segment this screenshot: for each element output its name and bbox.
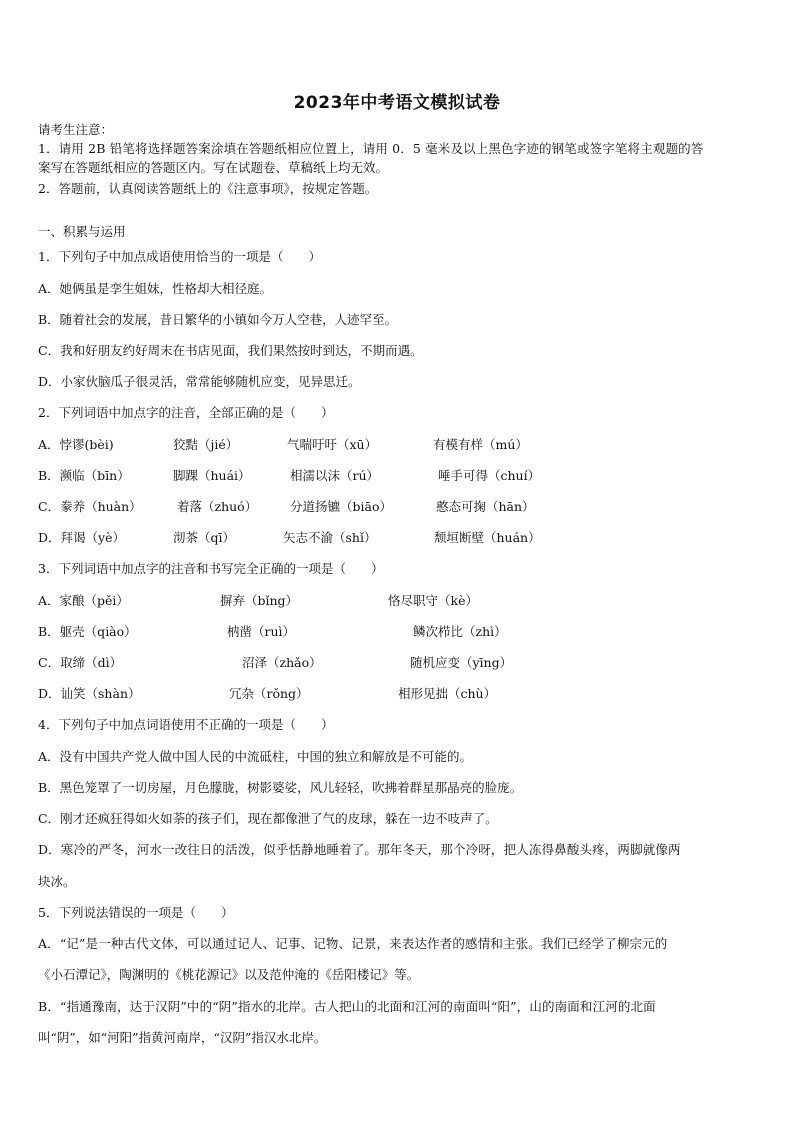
q3-option-c-2: 沼泽（zhǎo） xyxy=(242,655,322,670)
q2-option-b-1: B．濒临（bīn） xyxy=(38,468,130,483)
q4-stem: 4．下列句子中加点词语使用不正确的一项是（ ） xyxy=(38,717,334,732)
q3-stem: 3．下列词语中加点字的注音和书写完全正确的一项是（ ） xyxy=(38,561,384,576)
q3-option-b-1: B．躯壳（qiào） xyxy=(38,624,137,639)
q1-stem: 1．下列句子中加点成语使用恰当的一项是（ ） xyxy=(38,249,321,264)
q1-option-a: A．她俩虽是孪生姐妹，性格却大相径庭。 xyxy=(38,281,273,296)
q3-option-row xyxy=(38,686,758,702)
q2-option-row xyxy=(38,468,758,484)
q3-option-c-1: C．取缔（dì） xyxy=(38,655,123,670)
q4-option-d-cont: 块冰。 xyxy=(38,874,76,889)
notice-item-1: 1．请用 2B 铅笔将选择题答案涂填在答题纸相应位置上，请用 0．5 毫米及以上黑色字迹的钢笔或签字笔将主观题的答 xyxy=(38,141,704,156)
q4-option-a: A．没有中国共产党人做中国人民的中流砥柱，中国的独立和解放是不可能的。 xyxy=(38,749,473,764)
notice-item-2: 2．答题前，认真阅读答题纸上的《注意事项》，按规定答题。 xyxy=(38,181,378,196)
q3-option-row xyxy=(38,593,758,609)
q3-option-d-1: D．讪笑（shàn） xyxy=(38,686,141,701)
q2-option-a-1: A．悖谬(bèi) xyxy=(38,437,114,452)
q2-option-c-2: 着落（zhuó） xyxy=(177,499,258,514)
q4-option-b: B．黑色笼罩了一切房屋，月色朦胧，树影婆娑，风儿轻轻，吹拂着群星那晶亮的脸庞。 xyxy=(38,780,523,795)
q2-option-row xyxy=(38,437,758,453)
q3-option-a-1: A．家酿（pěi） xyxy=(38,593,129,608)
q3-option-row xyxy=(38,655,758,671)
q3-option-c-3: 随机应变（yīng） xyxy=(410,655,513,670)
q5-option-b: B．“指通豫南，达于汉阴”中的“阴”指水的北岸。古人把山的北面和江河的南面叫“阳”，山的南面和江河的北面 xyxy=(38,999,656,1014)
q3-option-a-2: 摒弃（bǐng） xyxy=(220,593,299,608)
q3-option-d-3: 相形见拙（chù） xyxy=(398,686,497,701)
q3-option-row xyxy=(38,624,758,640)
q1-option-c: C．我和好朋友约好周末在书店见面，我们果然按时到达，不期而遇。 xyxy=(38,343,423,358)
section-heading: 一、积累与运用 xyxy=(38,224,126,239)
q2-option-b-4: 唾手可得（chuí） xyxy=(438,468,541,483)
q2-option-c-4: 憨态可掬（hān） xyxy=(436,499,535,514)
q2-option-d-4: 颓垣断壁（huán） xyxy=(434,530,541,545)
q2-stem: 2．下列词语中加点字的注音，全部正确的是（ ） xyxy=(38,405,334,420)
q2-option-b-2: 脚踝（huái） xyxy=(173,468,251,483)
q3-option-a-3: 恪尽职守（kè） xyxy=(388,593,478,608)
q2-option-row xyxy=(38,499,758,515)
q3-option-b-2: 枘凿（ruì） xyxy=(227,624,296,639)
q3-option-b-3: 鳞次栉比（zhì） xyxy=(413,624,507,639)
q5-option-a: A．“记”是一种古代文体，可以通过记人、记事、记物、记景，来表达作者的感情和主张。我们已经学了柳宗元的 xyxy=(38,936,668,951)
q1-option-d: D．小家伙脑瓜子很灵活，常常能够随机应变，见异思迁。 xyxy=(38,374,361,389)
q1-option-b: B．随着社会的发展，昔日繁华的小镇如今万人空巷，人迹罕至。 xyxy=(38,312,398,327)
q4-option-d: D．寒冷的严冬，河水一改往日的活泼，似乎恬静地睡着了。那年冬天，那个冷呀，把人冻得鼻酸头疼，两脚就像两 xyxy=(38,842,681,857)
q5-option-b-cont: 叫“阴”，如“河阳”指黄河南岸，“汉阴”指汉水北岸。 xyxy=(38,1030,327,1045)
q2-option-d-2: 沏茶（qī） xyxy=(173,530,235,545)
q2-option-c-3: 分道扬镳（biāo） xyxy=(290,499,392,514)
q2-option-d-3: 矢志不渝（shǐ） xyxy=(283,530,377,545)
q5-stem: 5．下列说法错误的一项是（ ） xyxy=(38,905,234,920)
exam-title: 2023年中考语文模拟试卷 xyxy=(293,93,501,113)
q2-option-c-1: C．豢养（huàn） xyxy=(38,499,142,514)
q2-option-row xyxy=(38,530,758,546)
notice-item-1-cont: 案写在答题纸相应的答题区内。写在试题卷、草稿纸上均无效。 xyxy=(38,160,389,175)
q2-option-a-2: 狡黠（jié） xyxy=(173,437,239,452)
notice-heading: 请考生注意： xyxy=(38,122,114,137)
q2-option-a-4: 有模有样（mú） xyxy=(433,437,528,452)
q4-option-c: C．刚才还疯狂得如火如荼的孩子们，现在都像泄了气的皮球，躲在一边不吱声了。 xyxy=(38,811,498,826)
q3-option-d-2: 冗杂（rǒng） xyxy=(229,686,309,701)
q2-option-b-3: 相濡以沫（rú） xyxy=(290,468,380,483)
q5-option-a-cont: 《小石潭记》，陶渊明的《桃花源记》以及范仲淹的《岳阳楼记》等。 xyxy=(38,967,420,982)
q2-option-d-1: D．拜谒（yè） xyxy=(38,530,125,545)
q2-option-a-3: 气喘吁吁（xū） xyxy=(287,437,378,452)
